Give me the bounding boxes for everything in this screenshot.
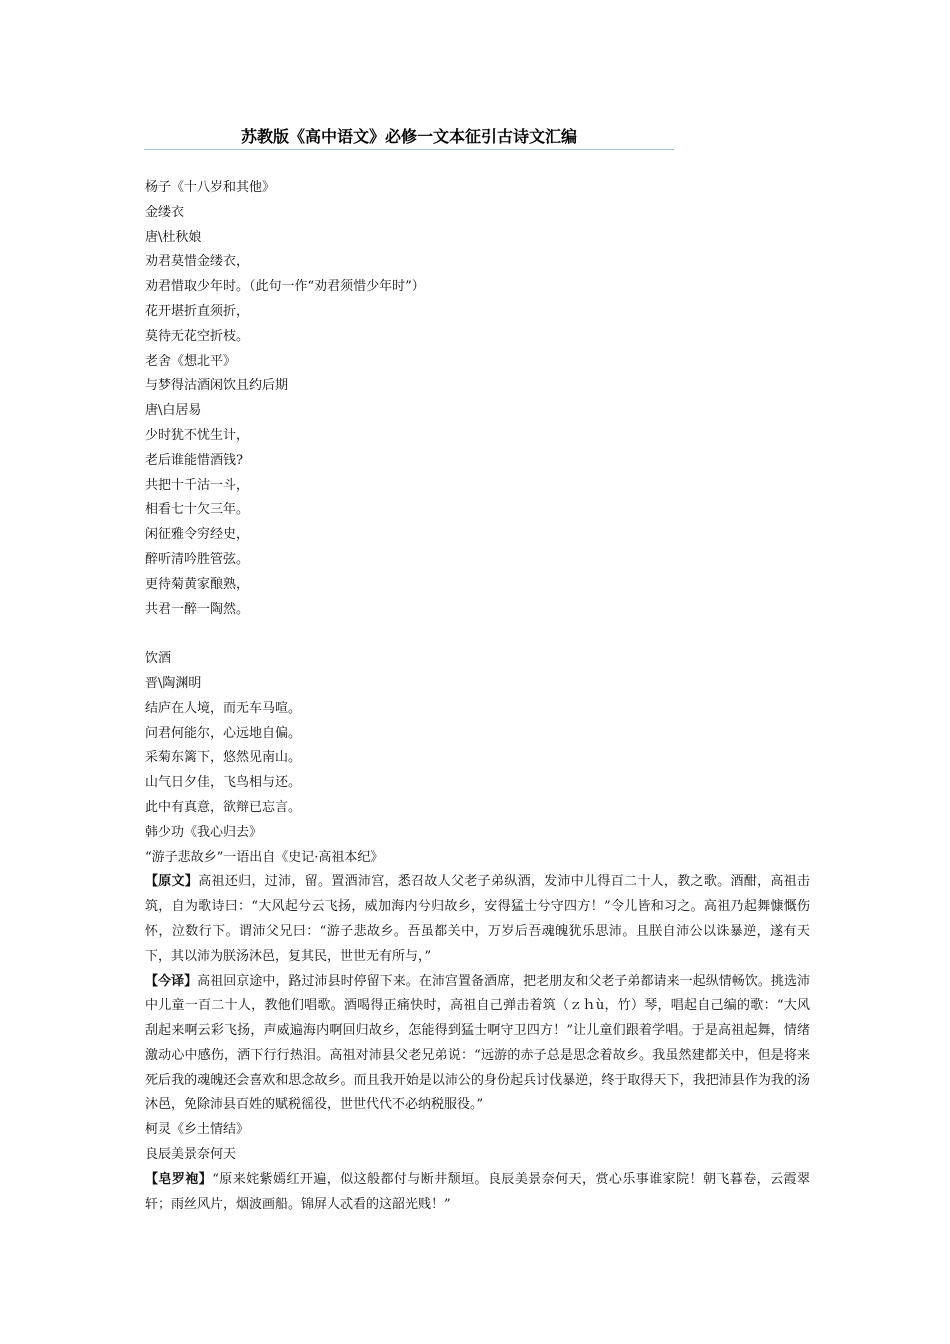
text-line: 良辰美景奈何天 [145,1147,237,1163]
text-line: 晋\陶渊明 [145,675,202,691]
document-body [145,176,810,1217]
paragraph-yuanwen [145,870,810,969]
title-underline [144,149,674,150]
paragraph-text: 高祖还归，过沛，留。置酒沛宫，悉召故人父老子弟纵酒，发沛中儿得百二十人，教之歌。酒酣，高祖击筑，自为歌诗曰：“大风起兮云飞扬，威加海内兮归故乡，安得猛士兮守四方！”令儿皆和习之。高祖乃起舞慷慨伤怀，泣数行下。谓沛父兄曰：“游子悲故乡。吾虽都关中，万岁后吾魂魄犹乐思沛。且朕自沛公以诛暴逆，遂有天下，其以沛为朕汤沐邑，复其民，世世无有所与，” [145,874,810,964]
text-line: 杨子《十八岁和其他》 [145,180,276,195]
text-line: 闲征雅令穷经史， [145,527,250,543]
text-line: 结庐在人境，而无车马喧。 [145,700,302,716]
text-line: 柯灵《乡土情结》 [145,1122,250,1138]
text-line: 莫待无花空折枝。 [145,328,250,344]
paragraph-text: “原来姹紫嫣红开遍，似这般都付与断井颓垣。良辰美景奈何天，赏心乐事谁家院！朝飞暮卷，云霞翠轩；雨丝风片，烟波画船。锦屏人忒看的这韶光贱！” [145,1171,810,1212]
section-xiangtu [145,1118,810,1168]
text-line: 金缕衣 [145,204,185,220]
text-line: 此中有真意，欲辩已忘言。 [145,799,302,815]
text-line: 共把十千沽一斗， [145,477,250,493]
text-line: 唐\杜秋娘 [145,229,202,245]
text-line: 唐\白居易 [145,403,202,419]
paragraph-zaoluopao [145,1168,810,1218]
document-title: 苏教版《高中语文》必修一文本征引古诗文汇编 [240,127,577,146]
text-line: 采菊东篱下，悠然见南山。 [145,750,302,766]
paragraph-tag: 【今译】 [145,973,198,989]
section-yinjiu [145,647,810,870]
text-line: 共君一醉一陶然。 [145,601,250,617]
text-line: 饮酒 [145,651,172,667]
text-line: 韩少功《我心归去》 [145,824,263,840]
text-line: 醉听清吟胜管弦。 [145,551,250,567]
text-line: 老舍《想北平》 [145,353,237,369]
text-line: “游子悲故乡”一语出自《史记·高祖本纪》 [145,849,384,865]
blank-line [145,622,810,647]
paragraph-text: 高祖回京途中，路过沛县时停留下来。在沛宫置备酒席，把老朋友和父老子弟都请来一起纵情畅饮。挑选沛中儿童一百二十人，教他们唱歌。酒喝得正痛快时，高祖自己弹击着筑（ｚｈù，竹）琴，唱起自己编的歌：“大风刮起来啊云彩飞扬，声威遍海内啊回归故乡，怎能得到猛士啊守卫四方！”让儿童们跟着学唱。于是高祖起舞，情绪激动心中感伤，洒下行行热泪。高祖对沛县父老兄弟说：“远游的赤子总是思念着故乡。我虽然建都关中，但是将来死后我的魂魄还会喜欢和思念故乡。而且我开始是以沛公的身份起兵讨伐暴逆，终于取得天下，我把沛县作为我的汤沐邑，免除沛县百姓的赋税徭役，世世代代不必纳税服役。” [145,973,810,1113]
text-line: 老后谁能惜酒钱? [145,452,243,468]
paragraph-tag: 【皂罗袍】 [145,1171,213,1187]
text-line: 少时犹不忧生计， [145,427,250,443]
text-line: 相看七十欠三年。 [145,502,250,518]
text-line: 问君何能尔，心远地自偏。 [145,725,302,741]
text-line: 更待菊黄家酿熟， [145,576,250,592]
text-line: 与梦得沽酒闲饮且约后期 [145,378,289,394]
section-jinlvyi [145,176,810,622]
paragraph-jinyi [145,970,810,1119]
paragraph-tag: 【原文】 [145,874,199,890]
text-line: 劝君惜取少年时。（此句一作“劝君须惜少年时”） [145,279,425,295]
text-line: 花开堪折直须折， [145,303,250,319]
text-line: 劝君莫惜金缕衣， [145,254,250,270]
text-line: 山气日夕佳，飞鸟相与还。 [145,775,302,791]
